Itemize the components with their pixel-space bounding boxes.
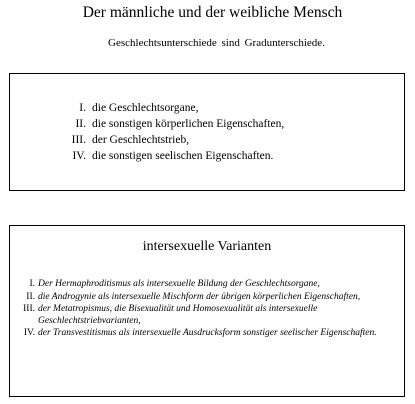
list-item [60, 132, 284, 148]
variants-box [9, 225, 405, 397]
item-number: III. [23, 304, 35, 314]
item-number: IV. [23, 328, 35, 338]
item-number: I. [79, 102, 86, 114]
item-text: der Metatropismus, die Bisexualität und Homosexualität als intersexuelle Geschlechtstriebvarianten, [38, 304, 318, 326]
item-text: die Geschlechtsorgane, [92, 102, 199, 114]
item-text: die Androgynie als intersexuelle Mischform der übrigen körperlichen Eigenschaften, [38, 291, 361, 302]
item-number: IV. [72, 150, 86, 162]
item-number: II. [75, 118, 86, 130]
item-text: die sonstigen seelischen Eigenschaften. [92, 150, 274, 162]
list-item [14, 279, 398, 291]
list-item [60, 148, 284, 164]
variants-heading: intersexuelle Varianten [142, 239, 272, 254]
item-text: der Geschlechtstrieb, [92, 134, 190, 146]
item-number: I. [29, 279, 35, 289]
item-text: die sonstigen körperlichen Eigenschaften, [92, 118, 285, 130]
page-title: Der männliche und der weibliche Mensch [82, 4, 343, 21]
item-number: II. [26, 291, 35, 302]
list-item [60, 100, 284, 116]
item-number: III. [71, 134, 86, 146]
item-text: Der Hermaphroditismus als intersexuelle Bildung der Geschlechtsorgane, [38, 279, 320, 289]
variants-list [14, 279, 398, 341]
item-text: der Transvestitismus als intersexuelle Ausdrucksform sonstiger seelischer Eigenschaften. [38, 328, 377, 338]
list-item [14, 304, 398, 327]
list-item [60, 116, 284, 132]
list-item [14, 292, 398, 304]
categories-box [9, 73, 405, 191]
categories-list [60, 100, 284, 164]
list-item [14, 328, 398, 340]
page-subtitle: Geschlechtsunterschiede sind Gradunterschiede. [108, 37, 325, 49]
